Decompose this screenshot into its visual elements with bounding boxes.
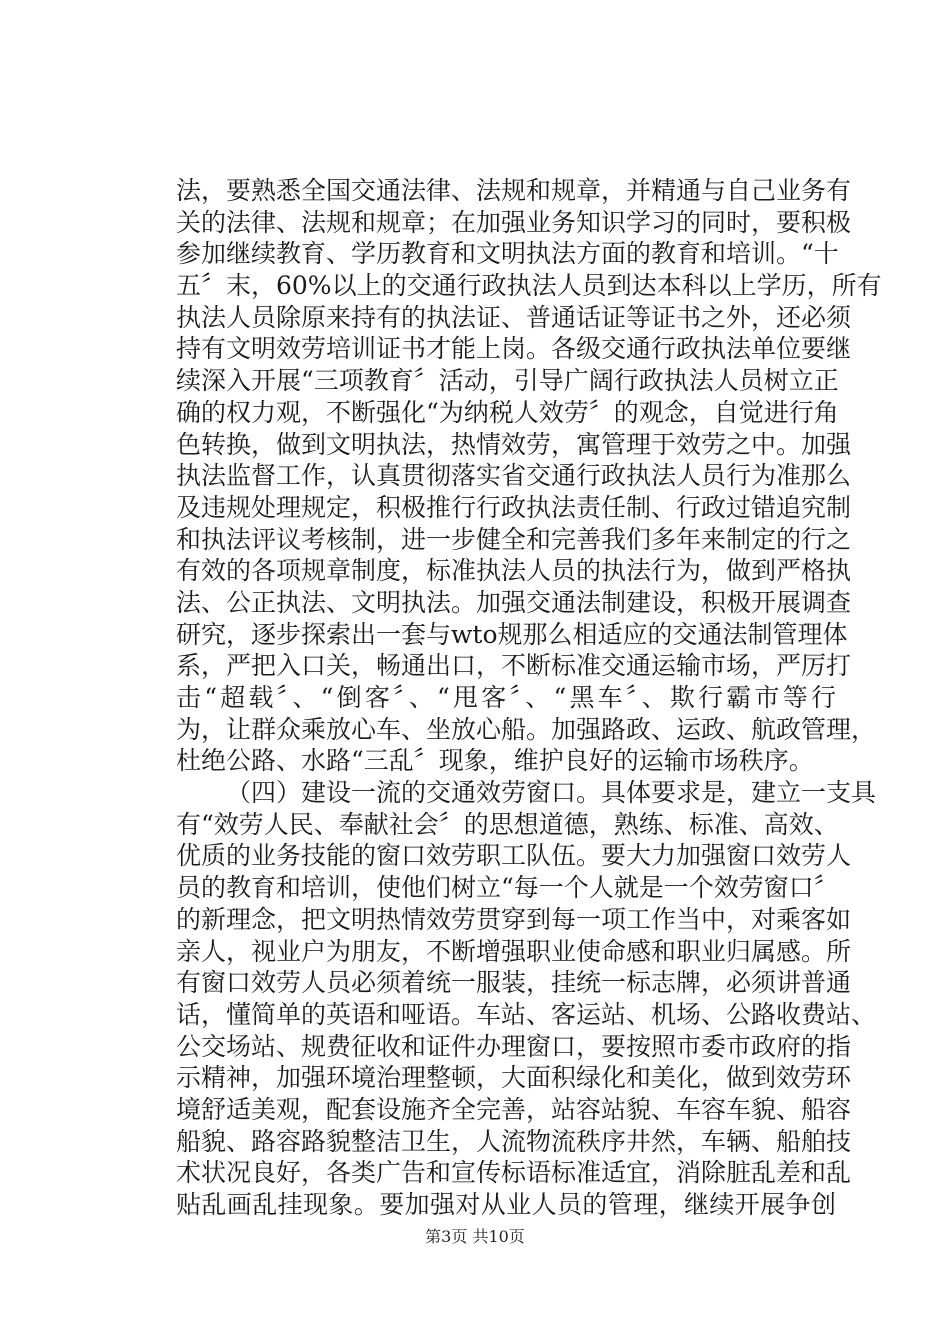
text-line: 确的权力观，不断强化“为纳税人效劳〞的观念，自觉进行角 <box>176 397 839 427</box>
page-number-footer: 第3页 共10页 <box>425 1227 525 1246</box>
text-line: 示精神，加强环境治理整顿，大面积绿化和美化，做到效劳环 <box>176 1063 852 1093</box>
body-text <box>176 175 882 1221</box>
text-line: 为，让群众乘放心车、坐放心船。加强路政、运政、航政管理， <box>176 714 877 744</box>
text-line: 研究，逐步探索出一套与wto规那么相适应的交通法制管理体 <box>176 619 848 649</box>
text-line: 系，严把入口关，畅通出口，不断标准交通运输市场，严厉打 <box>176 651 852 681</box>
text-line: 术状况良好，各类广告和宣传标语标准适宜，消除脏乱差和乱 <box>176 1158 852 1188</box>
text-line: 参加继续教育、学历教育和文明执法方面的教育和培训。“十 <box>176 239 839 269</box>
text-line: 话，懂简单的英语和哑语。车站、客运站、机场、公路收费站、 <box>176 999 877 1029</box>
text-line: 五〞末，60%以上的交通行政执法人员到达本科以上学历，所有 <box>176 271 882 301</box>
text-line: 船貌、路容路貌整洁卫生，人流物流秩序井然，车辆、船舶技 <box>176 1126 852 1156</box>
text-line: 关的法律、法规和规章；在加强业务知识学习的同时，要积极 <box>176 207 852 237</box>
text-line: 优质的业务技能的窗口效劳职工队伍。要大力加强窗口效劳人 <box>176 841 852 871</box>
text-line: 法，要熟悉全国交通法律、法规和规章，并精通与自己业务有 <box>176 176 852 205</box>
text-line: 击“超载〞、“倒客〞、“甩客〞、“黑车〞、欺行霸市等行 <box>176 683 836 712</box>
paragraph-start-line: （四）建设一流的交通效劳窗口。具体要求是，建立一支具 <box>226 778 877 808</box>
text-line: 贴乱画乱挂现象。要加强对从业人员的管理，继续开展争创 <box>176 1190 836 1219</box>
text-line: 杜绝公路、水路“三乱〞现象，维护良好的运输市场秩序。 <box>176 746 814 776</box>
text-line: 员的教育和培训，使他们树立“每一个人就是一个效劳窗口〞 <box>176 873 839 903</box>
text-line: 有窗口效劳人员必须着统一服装，挂统一标志牌，必须讲普通 <box>176 968 852 998</box>
text-line: 持有文明效劳培训证书才能上岗。各级交通行政执法单位要继 <box>176 334 852 364</box>
text-line: 及违规处理规定，积极推行行政执法责任制、行政过错追究制 <box>176 492 852 522</box>
text-line: 的新理念，把文明热情效劳贯穿到每一项工作当中，对乘客如 <box>176 904 852 934</box>
text-line: 和执法评议考核制，进一步健全和完善我们多年来制定的行之 <box>176 524 852 554</box>
text-line: 执法人员除原来持有的执法证、普通话证等证书之外，还必须 <box>176 302 852 332</box>
text-line: 有效的各项规章制度，标准执法人员的执法行为，做到严格执 <box>176 556 852 586</box>
text-line: 公交场站、规费征收和证件办理窗口，要按照市委市政府的指 <box>176 1031 852 1061</box>
text-line: 有“效劳人民、奉献社会〞的思想道德，熟练、标准、高效、 <box>176 809 839 839</box>
text-line: 续深入开展“三项教育〞活动，引导广阔行政执法人员树立正 <box>176 366 839 396</box>
text-line: 执法监督工作，认真贯彻落实省交通行政执法人员行为准那么 <box>176 461 852 491</box>
text-line: 亲人，视业户为朋友，不断增强职业使命感和职业归属感。所 <box>176 936 852 966</box>
text-line: 色转换，做到文明执法，热情效劳，寓管理于效劳之中。加强 <box>176 429 852 459</box>
text-line: 法、公正执法、文明执法。加强交通法制建设，积极开展调查 <box>176 587 852 617</box>
text-line: 境舒适美观，配套设施齐全完善，站容站貌、车容车貌、船容 <box>176 1094 852 1124</box>
